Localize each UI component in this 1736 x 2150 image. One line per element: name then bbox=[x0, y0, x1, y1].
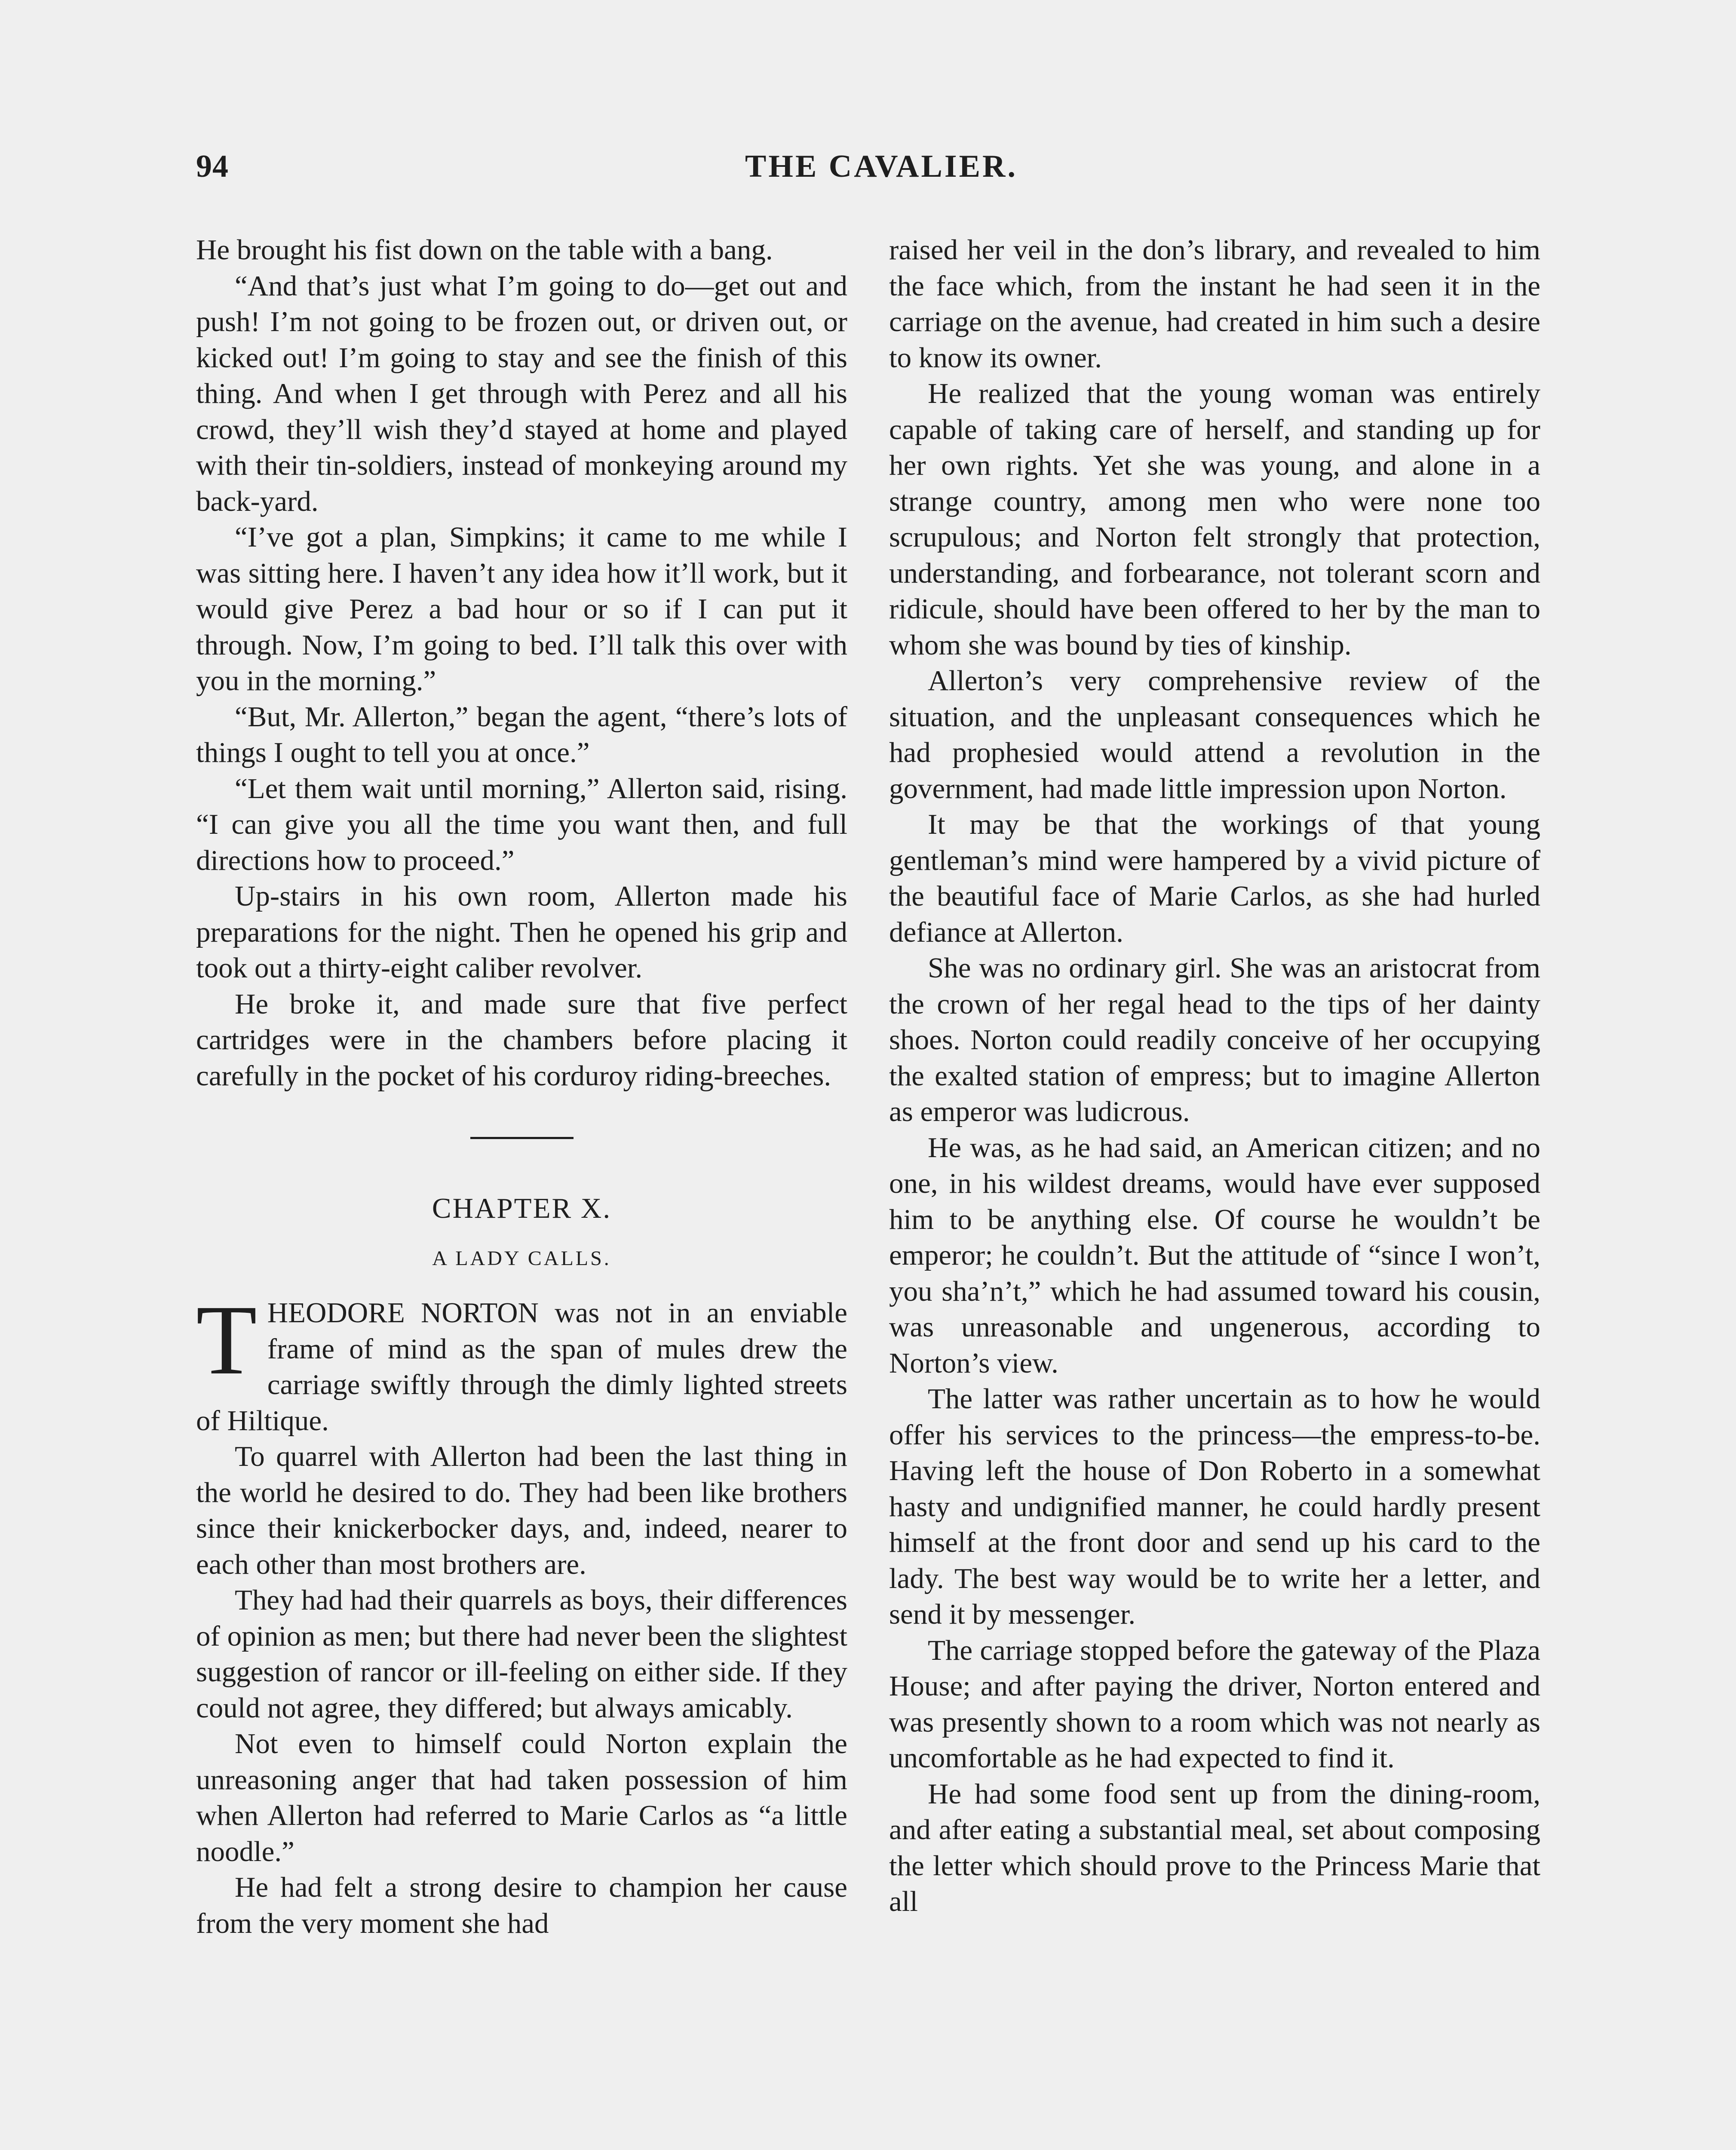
paragraph: “But, Mr. Allerton,” began the agent, “there’s lots of things I ought to tell you at once.” bbox=[196, 700, 847, 768]
opening-text: HEODORE NORTON was not in an enviable frame of mind as the span of mules drew the carriage swiftly through the dimly lighted streets of Hiltique. bbox=[196, 1297, 847, 1437]
paragraph: “And that’s just what I’m going to do—get out and push! I’m not going to be frozen out, or driven out, or kicked out! I’m going to stay and see the finish of this thing. And when I get through with Perez and all his crowd, they’ll wish they’d stayed at home and played with their tin-soldiers, instead of monkeying around my back-yard. bbox=[196, 270, 847, 517]
paragraph: They had had their quarrels as boys, their differences of opinion as men; but there had never been the slightest suggestion of rancor or ill-feeling on either side. If they could not agree, they differed; but always amicably. bbox=[196, 1584, 847, 1724]
paragraph: “Let them wait until morning,” Allerton said, rising. “I can give you all the time you want then, and full directions how to proceed.” bbox=[196, 772, 847, 876]
paragraph: He had some food sent up from the dining-room, and after eating a substantial meal, set about composing the letter which should prove to the Princess Marie that all bbox=[889, 1778, 1540, 1917]
paragraph: He realized that the young woman was entirely capable of taking care of herself, and standing up for her own rights. Yet she was young, and alone in a strange country, among men who were none too scrupulous; and Norton felt strongly that protection, understanding, and forbearance, not tolerant scorn and ridicule, should have been offered to her by the man to whom she was bound by ties of kinship. bbox=[889, 378, 1540, 661]
section-divider bbox=[470, 1137, 574, 1139]
paragraph: He was, as he had said, an American citizen; and no one, in his wildest dreams, would have ever supposed him to be anything else. Of course he wouldn’t be emperor; he couldn’t. But the attitude of “since I won’t, you sha’n’t,” which he had assumed toward his cousin, was unreasonable and ungenerous, according to Norton’s view. bbox=[889, 1131, 1540, 1379]
paragraph: Up-stairs in his own room, Allerton made his preparations for the night. Then he opened his grip and took out a thirty-eight caliber revolver. bbox=[196, 880, 847, 984]
paragraph: He had felt a strong desire to champion her cause from the very moment she had bbox=[196, 1871, 847, 1939]
chapter-subtitle: A LADY CALLS. bbox=[432, 1247, 611, 1270]
paragraph: He broke it, and made sure that five perfect cartridges were in the chambers before placing it carefully in the pocket of his corduroy riding-breeches. bbox=[196, 988, 847, 1092]
left-column bbox=[196, 232, 847, 1941]
paragraph: Allerton’s very comprehensive review of the situation, and the unpleasant consequences which he had prophesied would attend a revolution in the government, had made little impression upon Norton. bbox=[889, 665, 1540, 805]
paragraph: She was no ordinary girl. She was an aristocrat from the crown of her regal head to the tips of her dainty shoes. Norton could readily conceive of her occupying the exalted station of empress; but to imagine Allerton as emperor was ludicrous. bbox=[889, 952, 1540, 1127]
drop-cap: T bbox=[196, 1285, 257, 1395]
paragraph: He brought his fist down on the table with a bang. bbox=[196, 234, 773, 266]
running-head: THE CAVALIER. bbox=[745, 149, 1018, 184]
paragraph: raised her veil in the don’s library, and revealed to him the face which, from the instant he had seen it in the carriage on the avenue, had created in him such a desire to know its owner. bbox=[889, 234, 1540, 374]
right-column bbox=[889, 232, 1540, 1920]
chapter-title: CHAPTER X. bbox=[432, 1192, 612, 1224]
paragraph: Not even to himself could Norton explain the unreasoning anger that had taken possession of him when Allerton had referred to Marie Carlos as “a little noodle.” bbox=[196, 1728, 847, 1867]
paragraph: The latter was rather uncertain as to how he would offer his services to the princess—the empress-to-be. Having left the house of Don Roberto in a somewhat hasty and undignified manner, he could hardly present himself at the front door and send up his card to the lady. The best way would be to write her a letter, and send it by messenger. bbox=[889, 1383, 1540, 1630]
paragraph: It may be that the workings of that young gentleman’s mind were hampered by a vivid picture of the beautiful face of Marie Carlos, as she had hurled defiance at Allerton. bbox=[889, 808, 1540, 948]
chapter-opening-paragraph bbox=[196, 1285, 847, 1439]
paragraph: To quarrel with Allerton had been the last thing in the world he desired to do. They had been like brothers since their knickerbocker days, and, indeed, nearer to each other than most brothers are. bbox=[196, 1440, 847, 1580]
page-number: 94 bbox=[196, 149, 229, 184]
paragraph: The carriage stopped before the gateway of the Plaza House; and after paying the driver, Norton entered and was presently shown to a room which was not nearly as uncomfortable as he had expected to find it. bbox=[889, 1634, 1540, 1774]
paragraph: “I’ve got a plan, Simpkins; it came to me while I was sitting here. I haven’t any idea how it’ll work, but it would give Perez a bad hour or so if I can put it through. Now, I’m going to bed. I’ll talk this over with you in the morning.” bbox=[196, 521, 847, 697]
